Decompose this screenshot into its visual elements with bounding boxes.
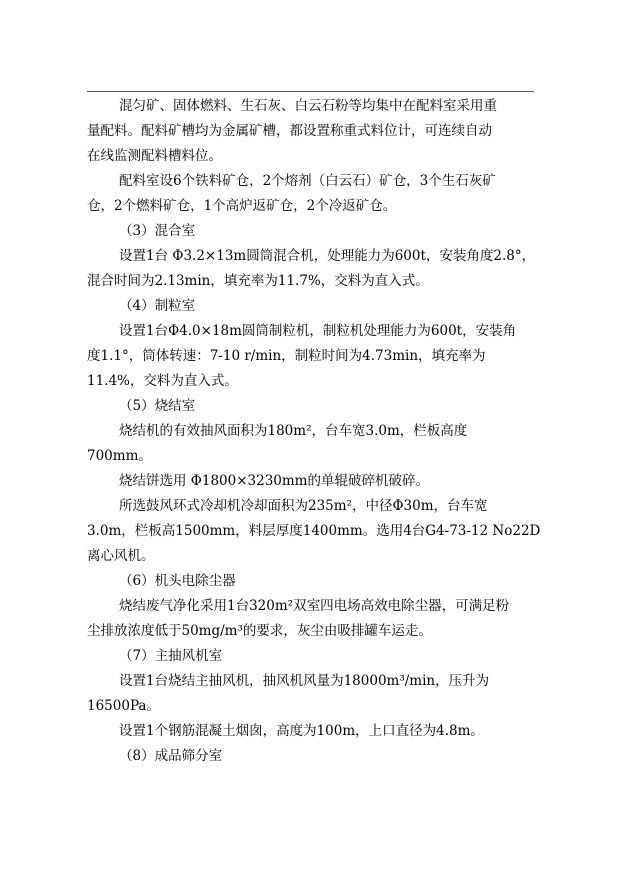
paragraph-line: 烧结机的有效抽风面积为180m²，台车宽3.0m，栏板高度	[119, 423, 468, 439]
paragraph-line: 离心风机。	[87, 548, 155, 564]
paragraph-line: 设置1台烧结主抽风机，抽风机风量为18000m³/min，压升为	[119, 673, 490, 689]
section-heading-mixing: （3）混合室	[119, 223, 196, 239]
paragraph-line: 设置1台 Φ3.2×13m圆筒混合机，处理能力为600t，安装角度2.8°，	[119, 248, 536, 264]
paragraph-line: 3.0m，栏板高1500mm，料层厚度1400mm。选用4台G4-73-12 No22D	[87, 523, 541, 539]
paragraph-line: 设置1个钢筋混凝土烟囱，高度为100m，上口直径为4.8m。	[119, 723, 484, 739]
paragraph-line: 设置1台Φ4.0×18m圆筒制粒机，制粒机处理能力为600t，安装角	[119, 323, 517, 339]
paragraph-line: 700mm。	[87, 448, 152, 464]
section-heading-precipitator: （6）机头电除尘器	[119, 573, 236, 589]
paragraph-line: 混匀矿、固体燃料、生石灰、白云石粉等均集中在配料室采用重	[119, 98, 497, 114]
section-heading-screening: （8）成品筛分室	[119, 748, 223, 764]
paragraph-line: 16500Pa。	[87, 698, 160, 714]
paragraph-line: 尘排放浓度低于50mg/m³的要求，灰尘由吸排罐车运走。	[87, 623, 432, 639]
section-heading-sintering: （5）烧结室	[119, 398, 196, 414]
section-heading-granulation: （4）制粒室	[119, 298, 196, 314]
paragraph-line: 烧结饼选用 Φ1800×3230mm的单辊破碎机破碎。	[119, 473, 429, 489]
section-heading-main-fan: （7）主抽风机室	[119, 648, 223, 664]
paragraph-line: 混合时间为2.13min，填充率为11.7%，交料为直入式。	[87, 273, 429, 289]
paragraph-line: 11.4%，交料为直入式。	[87, 373, 238, 389]
paragraph-line: 所选鼓风环式冷却机冷却面积为235m²，中径Φ30m，台车宽	[119, 498, 488, 514]
paragraph-line: 仓，2个燃料矿仓，1个高炉返矿仓，2个冷返矿仓。	[87, 198, 397, 214]
paragraph-line: 量配料。配料矿槽均为金属矿槽，都设置称重式料位计，可连续自动	[87, 123, 492, 139]
paragraph-line: 度1.1°，筒体转速：7-10 r/min，制粒时间为4.73min，填充率为	[87, 348, 486, 364]
paragraph-line: 配料室设6个铁料矿仓，2个熔剂（白云石）矿仓，3个生石灰矿	[119, 173, 496, 189]
document-body	[87, 94, 547, 769]
paragraph-line: 在线监测配料槽料位。	[87, 148, 222, 164]
paragraph-line: 烧结废气净化采用1台320m²双室四电场高效电除尘器，可满足粉	[119, 598, 510, 614]
header-rule	[87, 91, 534, 92]
